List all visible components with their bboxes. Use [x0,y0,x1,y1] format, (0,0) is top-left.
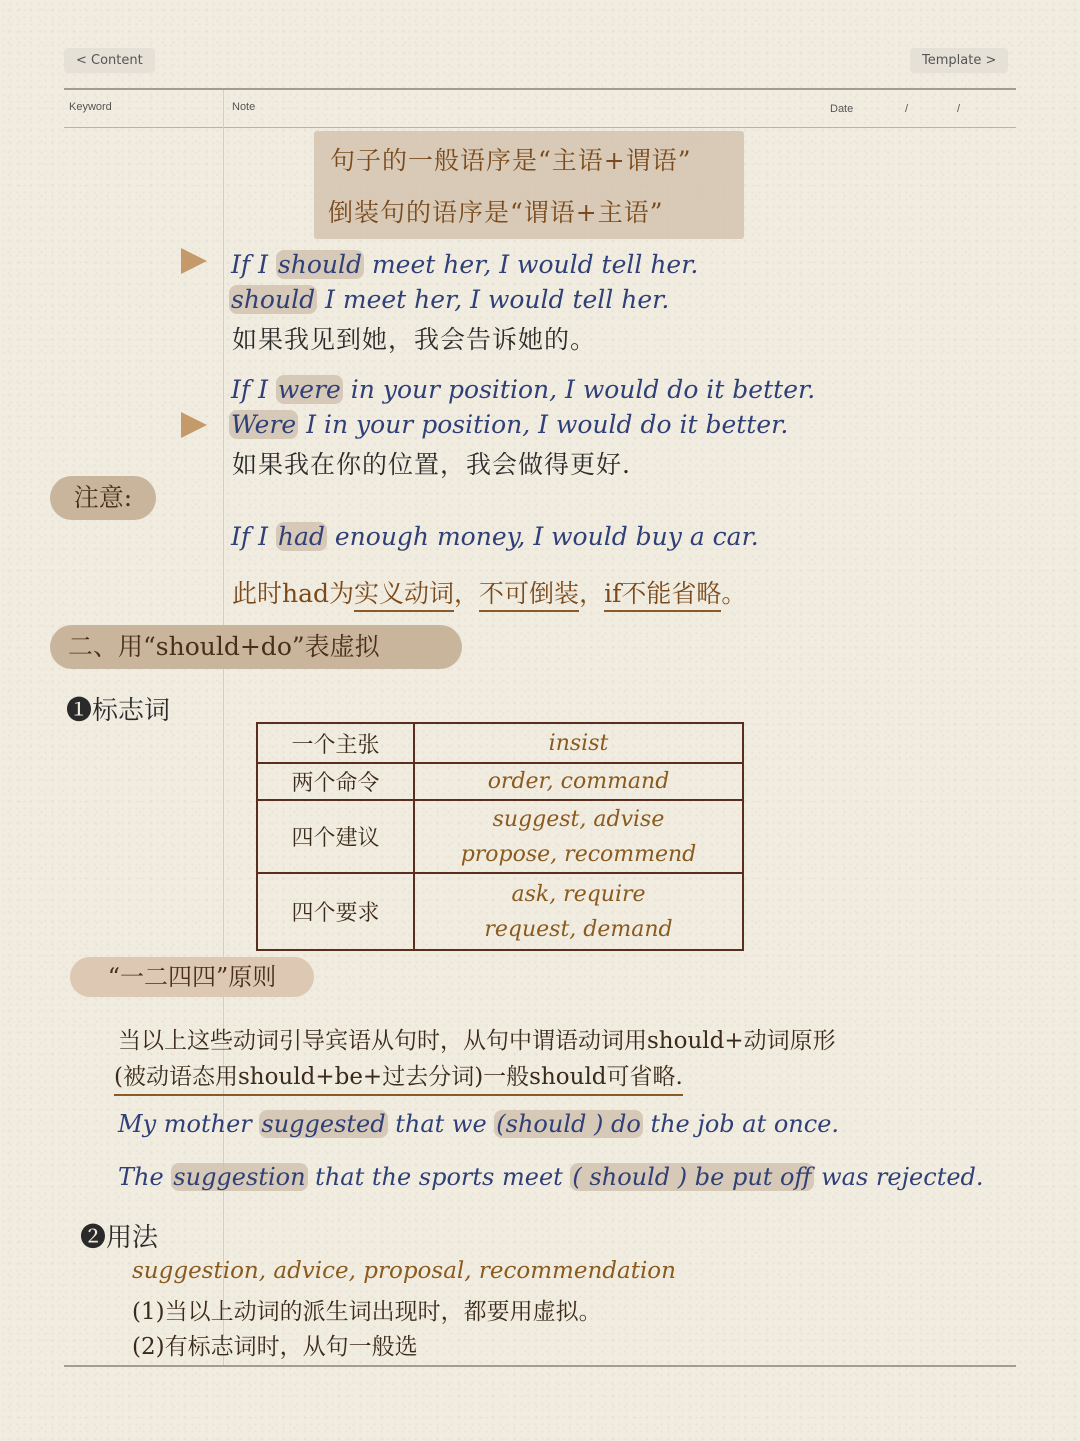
arrow-marker-icon [181,248,207,274]
highlight: suggested [261,1110,386,1138]
rule-text-line: (被动语态用should+be+过去分词)一般should可省略. [114,1058,683,1096]
highlight: should [231,285,316,314]
underlined-text: 实义动词 [354,579,454,612]
table-cell-line: request, demand [484,916,673,942]
usage-words: suggestion, advice, proposal, recommendation [132,1258,676,1284]
back-to-content-button[interactable] [64,48,155,73]
highlight: Were [231,410,297,439]
marker-words-heading: ❶标志词 [66,696,171,726]
text: If I [231,375,276,404]
example3-sentence [231,522,759,551]
text: 此时had为 [232,579,355,608]
text: The [118,1163,172,1191]
date-separator: / [905,103,909,115]
table-cell [414,800,743,873]
example2-inverted [229,410,788,439]
header-bottom-rule [64,127,1016,128]
text: I meet her, I would tell her. [317,285,670,314]
table-cell: 四个要求 [257,873,414,950]
usage-heading: ❷用法 [80,1223,159,1253]
text: ， [579,579,605,608]
keyword-column-label: Keyword [69,101,112,113]
text: was rejected. [813,1163,984,1191]
highlight: suggestion [173,1163,306,1191]
example5-sentence [118,1163,984,1191]
table-cell-line: propose, recommend [460,841,697,867]
text: If I [231,250,276,279]
example4-sentence [118,1110,839,1138]
date-separator: / [957,103,961,115]
note-column-label: Note [232,101,256,113]
table-cell-line: ask, require [511,881,646,907]
highlight: should [277,250,362,279]
usage-line: (1)当以上动词的派生词出现时，都要用虚拟。 [132,1299,602,1325]
table-row [257,800,743,873]
template-label: Template > [922,53,997,68]
arrow-marker-icon [181,412,207,438]
example1-inverted [229,285,669,314]
table-cell: 一个主张 [257,723,414,763]
example2-original [231,375,815,404]
text: ， [454,579,480,608]
table-cell: order, command [414,763,743,800]
rule-text-line: 当以上这些动词引导宾语从句时，从句中谓语动词用should+动词原形 [118,1028,836,1054]
table-row [257,763,743,800]
text: 。 [721,579,747,608]
section2-title: 二、用“should+do”表虚拟 [50,625,462,669]
example1-translation: 如果我见到她，我会告诉她的。 [232,325,597,354]
word-order-box [314,131,744,239]
marker-words-table [256,722,744,951]
inversion-order-line: 倒装句的语序是“谓语+主语” [328,198,664,227]
highlight: ( should ) be put off [572,1163,812,1191]
underlined-text: if不能省略 [604,579,721,612]
table-cell-line: suggest, advise [492,806,665,832]
text: enough money, I would buy a car. [326,522,759,551]
note-badge: 注意: [50,476,156,520]
back-label: < Content [76,53,143,68]
date-label: Date [830,103,854,115]
highlight: had [277,522,325,551]
rule-badge: “一二四四”原则 [70,957,314,997]
word-order-line: 句子的一般语序是“主语+谓语” [330,146,692,175]
template-button[interactable] [910,48,1008,73]
table-cell [414,873,743,950]
text: that we [387,1110,495,1138]
header-top-rule [64,88,1016,90]
text: in your position, I would do it better. [342,375,816,404]
text: If I [231,522,276,551]
table-cell: 四个建议 [257,800,414,873]
usage-line: (2)有标志词时，从句一般选 [132,1334,418,1360]
example2-translation: 如果我在你的位置，我会做得更好. [232,450,631,479]
table-row [257,873,743,950]
text: My mother [118,1110,260,1138]
table-cell: insist [414,723,743,763]
highlight: (should ) do [496,1110,641,1138]
example1-original [231,250,698,279]
text: that the sports meet [307,1163,571,1191]
footer-rule [64,1365,1016,1367]
text: I in your position, I would do it better. [298,410,789,439]
text: the job at once. [642,1110,840,1138]
example3-note [232,574,746,610]
text: meet her, I would tell her. [364,250,699,279]
highlight: were [277,375,341,404]
table-row [257,723,743,763]
table-cell: 两个命令 [257,763,414,800]
underlined-text: 不可倒装 [479,579,579,612]
